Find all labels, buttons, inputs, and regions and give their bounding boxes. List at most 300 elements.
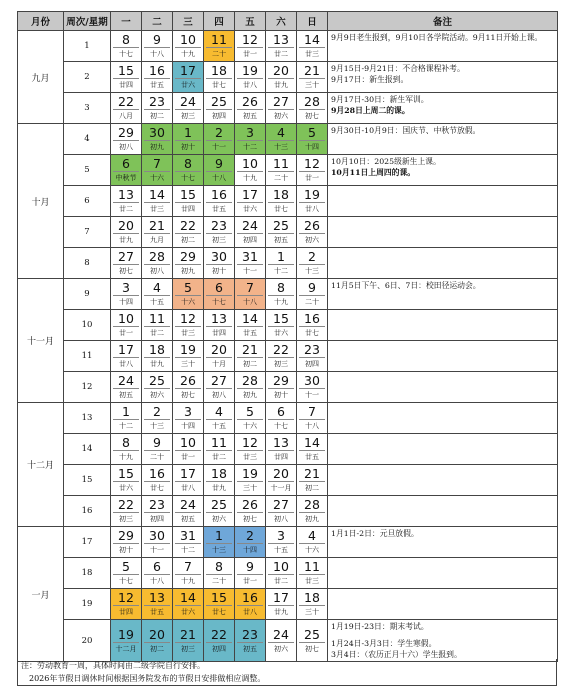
- day-number: 7: [153, 156, 161, 171]
- week-row: [18, 434, 558, 465]
- cell-divider: [144, 202, 170, 203]
- day-cell: [297, 434, 328, 465]
- cell-divider: [206, 47, 232, 48]
- cell-divider: [144, 264, 170, 265]
- cell-divider: [268, 233, 294, 234]
- notes-cell: [328, 310, 558, 341]
- cell-divider: [206, 388, 232, 389]
- day-cell: [173, 279, 204, 310]
- day-number: 11: [273, 156, 289, 171]
- week-number: 11: [64, 341, 111, 372]
- day-cell: [266, 341, 297, 372]
- day-cell: [142, 403, 173, 434]
- day-number: 16: [242, 590, 258, 605]
- day-cell: [204, 465, 235, 496]
- day-number: 19: [242, 63, 258, 78]
- cell-divider: [268, 78, 294, 79]
- week-number: 4: [64, 124, 111, 155]
- lunar-date: 十四: [119, 298, 133, 306]
- cell-divider: [299, 109, 325, 110]
- note-line: 1月1日-2日：元旦放假。: [331, 529, 419, 538]
- day-cell: [297, 372, 328, 403]
- cell-divider: [299, 512, 325, 513]
- day-number: 16: [211, 187, 227, 202]
- day-number: 13: [118, 187, 134, 202]
- lunar-date: 廿五: [305, 453, 319, 461]
- day-number: 9: [246, 559, 254, 574]
- day-number: 8: [122, 435, 130, 450]
- day-cell: [173, 124, 204, 155]
- day-number: 7: [308, 404, 316, 419]
- day-cell: [204, 589, 235, 620]
- week-number: 5: [64, 155, 111, 186]
- day-number: 25: [149, 373, 165, 388]
- day-cell: [142, 62, 173, 93]
- cell-divider: [237, 171, 263, 172]
- day-number: 5: [308, 125, 316, 140]
- day-number: 15: [118, 63, 134, 78]
- lunar-date: 廿三: [181, 329, 195, 337]
- week-number: 13: [64, 403, 111, 434]
- day-number: 1: [215, 528, 223, 543]
- day-cell: [297, 217, 328, 248]
- day-number: 27: [211, 373, 227, 388]
- day-number: 14: [242, 311, 258, 326]
- day-cell: [297, 186, 328, 217]
- cell-divider: [113, 295, 139, 296]
- day-number: 3: [277, 528, 285, 543]
- week-number: 14: [64, 434, 111, 465]
- day-cell: [235, 527, 266, 558]
- day-cell: [142, 527, 173, 558]
- cell-divider: [299, 140, 325, 141]
- day-cell: [266, 403, 297, 434]
- note-line: 1月19日-23日：期末考试。: [331, 622, 429, 631]
- lunar-date: 十四: [305, 143, 319, 151]
- lunar-date: 廿八: [119, 360, 133, 368]
- lunar-date: 九月: [150, 236, 164, 244]
- note-line: 9月17日：新生报到。: [331, 75, 409, 84]
- note-line: 9月30日-10月9日：国庆节、中秋节放假。: [331, 126, 481, 135]
- cell-divider: [299, 295, 325, 296]
- lunar-date: 廿七: [305, 329, 319, 337]
- cell-divider: [268, 605, 294, 606]
- cell-divider: [268, 543, 294, 544]
- day-number: 30: [211, 249, 227, 264]
- header-row: [18, 12, 558, 31]
- lunar-date: 十六: [181, 298, 195, 306]
- lunar-date: 廿二: [274, 577, 288, 585]
- day-cell: [297, 248, 328, 279]
- day-cell: [173, 496, 204, 527]
- cell-divider: [144, 642, 170, 643]
- cell-divider: [113, 171, 139, 172]
- lunar-date: 初九: [181, 267, 195, 275]
- lunar-date: 廿四: [212, 329, 226, 337]
- day-number: 20: [273, 466, 289, 481]
- cell-divider: [144, 171, 170, 172]
- lunar-date: 廿九: [119, 236, 133, 244]
- day-cell: [297, 403, 328, 434]
- lunar-date: 廿一: [305, 174, 319, 182]
- cell-divider: [175, 295, 201, 296]
- day-cell: [266, 124, 297, 155]
- cell-divider: [268, 326, 294, 327]
- week-row: [18, 496, 558, 527]
- lunar-date: 初六: [274, 644, 288, 653]
- note-line: 3月4日：（农历正月十六）学生报到。: [331, 650, 462, 659]
- day-number: 6: [215, 280, 223, 295]
- day-cell: [297, 589, 328, 620]
- week-row: [18, 248, 558, 279]
- cell-divider: [206, 357, 232, 358]
- cell-divider: [268, 109, 294, 110]
- week-number: 9: [64, 279, 111, 310]
- day-cell: [297, 620, 328, 662]
- day-number: 9: [308, 280, 316, 295]
- day-cell: [297, 341, 328, 372]
- cell-divider: [113, 109, 139, 110]
- day-number: 17: [180, 63, 196, 78]
- day-number: 25: [211, 94, 227, 109]
- day-cell: [204, 217, 235, 248]
- cell-divider: [206, 295, 232, 296]
- lunar-date: 初六: [274, 112, 288, 120]
- day-number: 1: [277, 249, 285, 264]
- day-cell: [235, 465, 266, 496]
- cell-divider: [268, 419, 294, 420]
- month-label: 一月: [18, 527, 64, 662]
- day-cell: [111, 372, 142, 403]
- cell-divider: [237, 543, 263, 544]
- lunar-date: 十五: [150, 298, 164, 306]
- cell-divider: [237, 450, 263, 451]
- cell-divider: [144, 295, 170, 296]
- cell-divider: [175, 388, 201, 389]
- lunar-date: 十九: [274, 298, 288, 306]
- day-cell: [204, 279, 235, 310]
- lunar-date: 十二: [243, 143, 257, 151]
- day-number: 5: [246, 404, 254, 419]
- lunar-date: 初二: [150, 112, 164, 120]
- day-number: 20: [273, 63, 289, 78]
- day-number: 11: [211, 32, 227, 47]
- lunar-date: 初二: [243, 360, 257, 368]
- day-cell: [173, 372, 204, 403]
- day-cell: [266, 186, 297, 217]
- day-number: 10: [180, 435, 196, 450]
- notes-cell: [328, 124, 558, 155]
- lunar-date: 廿五: [212, 205, 226, 213]
- lunar-date: 十七: [181, 174, 195, 182]
- day-number: 5: [184, 280, 192, 295]
- day-number: 15: [211, 590, 227, 605]
- notes-cell: [328, 620, 558, 662]
- lunar-date: 十三: [274, 143, 288, 151]
- lunar-date: 廿六: [274, 329, 288, 337]
- lunar-date: 十八: [150, 577, 164, 585]
- lunar-date: 廿三: [243, 453, 257, 461]
- footer-note: [17, 659, 557, 686]
- day-cell: [297, 155, 328, 186]
- lunar-date: 十七: [119, 50, 133, 58]
- cell-divider: [175, 78, 201, 79]
- lunar-date: 十六: [305, 546, 319, 554]
- cell-divider: [144, 233, 170, 234]
- month-label: 十一月: [18, 279, 64, 403]
- lunar-date: 十二: [181, 546, 195, 554]
- lunar-date: 初四: [150, 515, 164, 523]
- week-row: [18, 279, 558, 310]
- day-number: 28: [304, 497, 320, 512]
- cell-divider: [175, 109, 201, 110]
- lunar-date: 初四: [305, 360, 319, 368]
- lunar-date: 十一: [212, 143, 226, 151]
- cell-divider: [268, 264, 294, 265]
- lunar-date: 初八: [150, 267, 164, 275]
- lunar-date: 三十: [305, 608, 319, 616]
- day-number: 3: [122, 280, 130, 295]
- day-number: 11: [149, 311, 165, 326]
- lunar-date: 初十: [181, 143, 195, 151]
- day-cell: [297, 558, 328, 589]
- lunar-date: 三十: [243, 484, 257, 492]
- day-cell: [142, 558, 173, 589]
- day-number: 24: [118, 373, 134, 388]
- day-cell: [266, 62, 297, 93]
- lunar-date: 廿六: [181, 81, 195, 89]
- day-number: 8: [277, 280, 285, 295]
- day-number: 2: [215, 125, 223, 140]
- lunar-date: 十八: [150, 50, 164, 58]
- lunar-date: 廿五: [150, 81, 164, 89]
- cell-divider: [175, 512, 201, 513]
- lunar-date: 十四: [181, 422, 195, 430]
- lunar-date: 廿三: [305, 50, 319, 58]
- day-number: 29: [180, 249, 196, 264]
- lunar-date: 二十: [212, 50, 226, 58]
- cell-divider: [237, 202, 263, 203]
- day-number: 11: [211, 435, 227, 450]
- cell-divider: [144, 574, 170, 575]
- notes-cell: [328, 248, 558, 279]
- cell-divider: [144, 512, 170, 513]
- day-cell: [266, 93, 297, 124]
- day-number: 22: [118, 497, 134, 512]
- cell-divider: [237, 388, 263, 389]
- day-cell: [111, 434, 142, 465]
- day-number: 19: [180, 342, 196, 357]
- day-number: 2: [153, 404, 161, 419]
- cell-divider: [299, 171, 325, 172]
- cell-divider: [299, 47, 325, 48]
- cell-divider: [237, 512, 263, 513]
- day-number: 27: [273, 497, 289, 512]
- day-cell: [297, 496, 328, 527]
- week-number: 2: [64, 62, 111, 93]
- cell-divider: [268, 481, 294, 482]
- cell-divider: [113, 605, 139, 606]
- day-number: 18: [273, 187, 289, 202]
- day-cell: [111, 403, 142, 434]
- day-cell: [204, 496, 235, 527]
- week-number: 18: [64, 558, 111, 589]
- cell-divider: [237, 326, 263, 327]
- lunar-date: 廿六: [243, 205, 257, 213]
- lunar-date: 初九: [243, 391, 257, 399]
- day-cell: [142, 496, 173, 527]
- day-cell: [266, 155, 297, 186]
- lunar-date: 廿九: [150, 360, 164, 368]
- footer-line-1: 注：劳动教育一周，具体时间由二级学院自行安排。: [21, 661, 205, 670]
- cell-divider: [206, 171, 232, 172]
- cell-divider: [144, 605, 170, 606]
- day-number: 19: [118, 626, 134, 642]
- lunar-date: 廿四: [119, 608, 133, 616]
- day-number: 15: [180, 187, 196, 202]
- day-number: 9: [215, 156, 223, 171]
- day-cell: [204, 620, 235, 662]
- lunar-date: 二十: [305, 298, 319, 306]
- cell-divider: [237, 109, 263, 110]
- day-number: 29: [118, 125, 134, 140]
- day-number: 4: [277, 125, 285, 140]
- cell-divider: [206, 543, 232, 544]
- lunar-date: 廿九: [274, 81, 288, 89]
- lunar-date: 十一: [243, 267, 257, 275]
- cell-divider: [237, 47, 263, 48]
- lunar-date: 初三: [119, 515, 133, 523]
- day-number: 12: [118, 590, 134, 605]
- day-number: 27: [273, 94, 289, 109]
- week-number: 12: [64, 372, 111, 403]
- lunar-date: 十一: [150, 546, 164, 554]
- cell-divider: [268, 574, 294, 575]
- notes-cell: [328, 341, 558, 372]
- notes-cell: [328, 155, 558, 186]
- day-cell: [235, 248, 266, 279]
- day-cell: [297, 93, 328, 124]
- cell-divider: [299, 357, 325, 358]
- lunar-date: 廿八: [181, 484, 195, 492]
- lunar-date: 廿八: [305, 205, 319, 213]
- week-header: 周次/星期: [64, 12, 111, 31]
- day-cell: [297, 310, 328, 341]
- day-cell: [111, 620, 142, 662]
- day-cell: [266, 248, 297, 279]
- day-cell: [142, 372, 173, 403]
- lunar-date: 廿七: [274, 205, 288, 213]
- cell-divider: [299, 419, 325, 420]
- day-cell: [173, 186, 204, 217]
- day-cell: [204, 372, 235, 403]
- day-cell: [111, 496, 142, 527]
- lunar-date: 初七: [305, 112, 319, 120]
- day-cell: [111, 310, 142, 341]
- cell-divider: [299, 642, 325, 643]
- day-cell: [266, 527, 297, 558]
- day-number: 18: [211, 63, 227, 78]
- day-cell: [142, 310, 173, 341]
- note-line: 9月28日上周二的课。: [331, 106, 410, 115]
- day-number: 17: [273, 590, 289, 605]
- day-cell: [111, 589, 142, 620]
- cell-divider: [299, 543, 325, 544]
- lunar-date: 初五: [181, 515, 195, 523]
- notes-cell: [328, 186, 558, 217]
- cell-divider: [113, 481, 139, 482]
- cell-divider: [144, 357, 170, 358]
- month-label: 九月: [18, 31, 64, 124]
- day-cell: [297, 465, 328, 496]
- lunar-date: 十九: [119, 453, 133, 461]
- day-cell: [266, 558, 297, 589]
- day-number: 13: [149, 590, 165, 605]
- day-number: 29: [273, 373, 289, 388]
- day-number: 21: [242, 342, 258, 357]
- week-number: 3: [64, 93, 111, 124]
- lunar-date: 初六: [150, 391, 164, 399]
- cell-divider: [206, 109, 232, 110]
- day-cell: [297, 62, 328, 93]
- day-cell: [204, 527, 235, 558]
- day-number: 20: [149, 626, 165, 642]
- lunar-date: 初七: [243, 515, 257, 523]
- cell-divider: [175, 264, 201, 265]
- lunar-date: 廿一: [243, 50, 257, 58]
- cell-divider: [299, 605, 325, 606]
- day-number: 10: [273, 559, 289, 574]
- cell-divider: [144, 543, 170, 544]
- day-number: 10: [242, 156, 258, 171]
- day-number: 12: [242, 32, 258, 47]
- lunar-date: 十一月: [270, 484, 292, 492]
- week-row: [18, 217, 558, 248]
- day-cell: [204, 403, 235, 434]
- note-line: 9月9日老生报到，9月10日各学院活动。9月11日开始上课。: [331, 33, 543, 42]
- cell-divider: [144, 326, 170, 327]
- day-cell: [235, 589, 266, 620]
- day-number: 23: [211, 218, 227, 233]
- lunar-date: 廿五: [243, 329, 257, 337]
- cell-divider: [175, 47, 201, 48]
- lunar-date: 十七: [274, 422, 288, 430]
- lunar-date: 十四: [243, 546, 257, 554]
- lunar-date: 十五: [212, 422, 226, 430]
- day-cell: [266, 310, 297, 341]
- cell-divider: [206, 481, 232, 482]
- notes-header: 备注: [328, 12, 558, 31]
- lunar-date: 十一: [305, 391, 319, 399]
- lunar-date: 初六: [305, 236, 319, 244]
- day-number: 22: [211, 626, 227, 642]
- lunar-date: 初七: [305, 644, 319, 653]
- day-cell: [111, 217, 142, 248]
- day-number: 30: [304, 373, 320, 388]
- cell-divider: [206, 326, 232, 327]
- day-number: 2: [246, 528, 254, 543]
- cell-divider: [113, 388, 139, 389]
- cell-divider: [113, 512, 139, 513]
- calendar-table: [17, 11, 558, 662]
- day-cell: [142, 155, 173, 186]
- cell-divider: [113, 450, 139, 451]
- day-number: 4: [153, 280, 161, 295]
- cell-divider: [237, 605, 263, 606]
- day-cell: [142, 217, 173, 248]
- cell-divider: [175, 481, 201, 482]
- day-number: 15: [273, 311, 289, 326]
